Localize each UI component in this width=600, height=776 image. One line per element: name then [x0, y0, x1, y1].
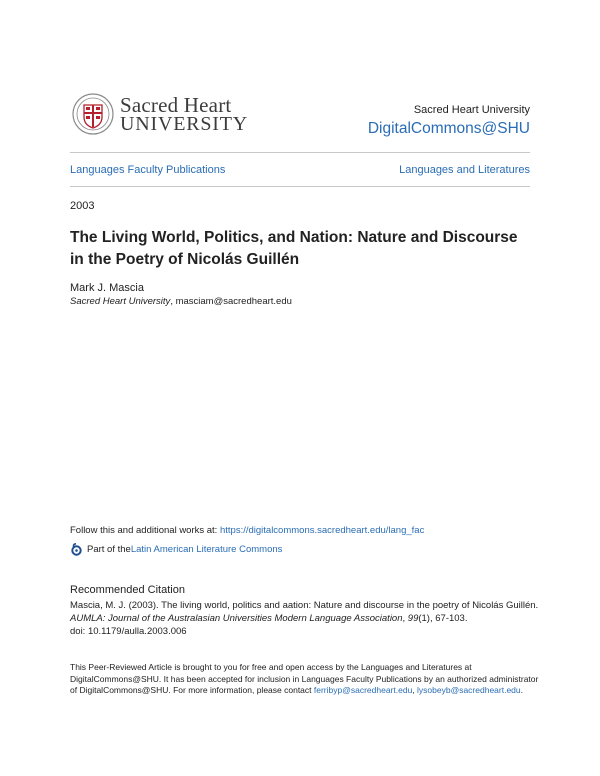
divider-top: [70, 152, 530, 153]
department-link[interactable]: Languages and Literatures: [399, 164, 530, 176]
repository-name: Sacred Heart University: [413, 104, 530, 116]
citation-doi: doi: 10.1179/aulla.2003.006: [70, 626, 187, 637]
follow-prefix: Follow this and additional works at:: [70, 525, 220, 536]
contact-email-1[interactable]: ferribyp@sacredheart.edu: [313, 685, 413, 695]
citation-heading: Recommended Citation: [70, 584, 185, 596]
publication-year: 2003: [70, 200, 95, 212]
university-logo[interactable]: [72, 93, 247, 137]
part-of-line: [70, 543, 282, 556]
affiliation-institution: Sacred Heart University: [70, 296, 171, 307]
notice-text: This Peer-Reviewed Article is brought to you for free and open access by the Languages and Literatures at DigitalCommons@SHU. It has been accepted for inclusion in Languages Faculty Publications by an authorized administrator of DigitalCommons@SHU. For more information, please contact: [70, 662, 539, 695]
logo-text-line2: UNIVERSITY: [120, 113, 248, 135]
citation-volume-sep: ,: [402, 613, 408, 624]
article-title: The Living World, Politics, and Nation: Nature and Discourse in the Poetry of Nicolás Guillén: [70, 229, 518, 268]
follow-line: [70, 525, 424, 536]
affiliation-email: , masciam@sacredheart.edu: [170, 296, 292, 307]
citation-text: [70, 599, 540, 638]
notice-end: .: [520, 685, 524, 695]
author-affiliation: [70, 296, 292, 307]
citation-volume: 99: [407, 613, 419, 624]
citation-main: Mascia, M. J. (2003). The living world, politics and aation: Nature and discourse in the poetry of Nicolás Guillén.: [70, 600, 539, 611]
part-of-prefix: Part of the: [87, 544, 131, 555]
contact-email-2[interactable]: lysobeyb@sacredheart.edu: [417, 685, 521, 695]
collection-url-link[interactable]: https://digitalcommons.sacredheart.edu/lang_fac: [219, 525, 425, 536]
collection-link[interactable]: Languages Faculty Publications: [70, 164, 226, 176]
citation-pages: (1), 67-103.: [418, 613, 468, 624]
repository-link[interactable]: DigitalCommons@SHU: [367, 120, 530, 137]
notice-sep: ,: [412, 685, 418, 695]
open-access-icon: [70, 543, 83, 556]
university-seal-icon: [72, 93, 114, 135]
access-notice: [70, 662, 540, 697]
citation-journal: AUMLA: Journal of the Australasian Universities Modern Language Association: [70, 613, 403, 624]
divider-bottom: [70, 186, 530, 187]
author-name: Mark J. Mascia: [70, 282, 144, 294]
logo-text-line1: Sacred Heart: [120, 93, 232, 117]
commons-link[interactable]: Latin American Literature Commons: [130, 544, 283, 555]
